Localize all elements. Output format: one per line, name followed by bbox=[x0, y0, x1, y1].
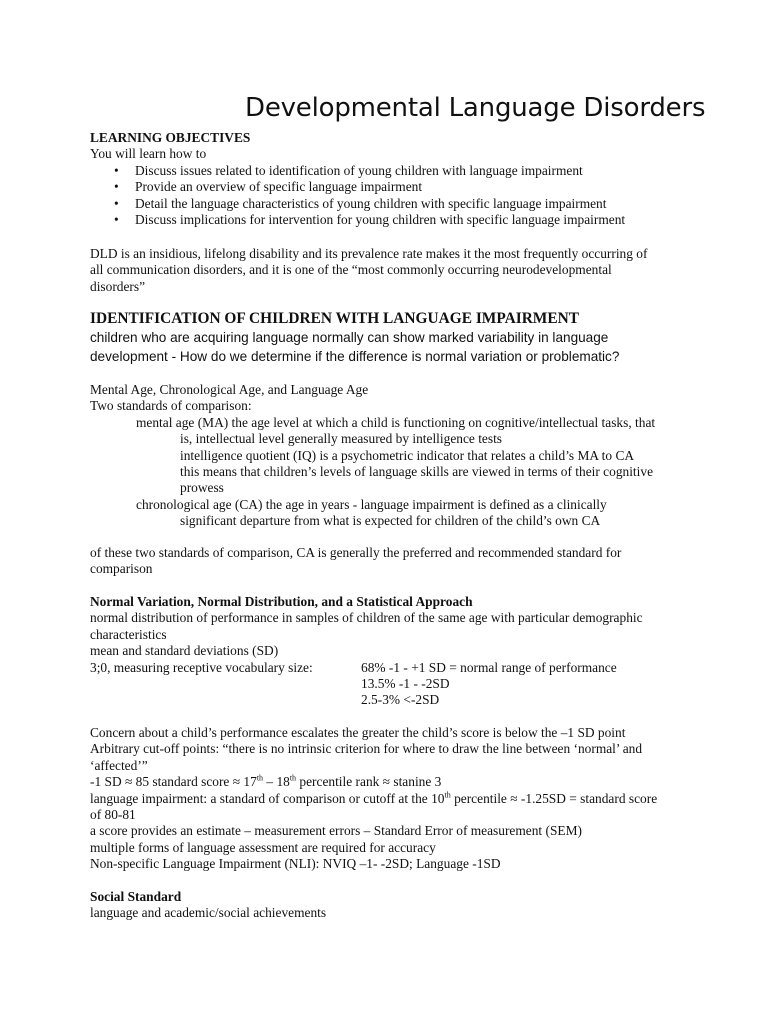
objectives-list bbox=[90, 163, 690, 229]
list-item: • Provide an overview of specific language impairment bbox=[114, 179, 423, 195]
bullet-icon: • bbox=[114, 179, 119, 195]
concern-section: Concern about a child’s performance escalates the greater the child’s score is below the –1 SD point Arbitrary cut-off points: “there is no intrinsic criterion for where to draw the line between ‘normal’ and ‘affected’” -1 SD ≈ 85 standard score ≈ 17th – 18th percentile rank ≈ stanine 3 language impairment: a standard of comparison or cutoff at the 10th percentile ≈ -1.25SD = standard score of 80-81 a score provides an estimate – measurement errors – Standard Error of measurement (SEM) multiple forms of language assessment are required for accuracy Non-specific Language Impairment (NLI): NVIQ –1- -2SD; Language -1SD bbox=[90, 725, 690, 873]
social-heading: Social Standard bbox=[90, 889, 182, 904]
normal-variation-heading: Normal Variation, Normal Distribution, and a Statistical Approach bbox=[90, 594, 473, 609]
bullet-icon: • bbox=[114, 162, 119, 178]
vocabulary-row: 3;0, measuring receptive vocabulary size: 68% -1 - +1 SD = normal range of performance bbox=[90, 659, 617, 675]
bullet-icon: • bbox=[114, 195, 119, 211]
sd-line: -1 SD ≈ 85 standard score ≈ 17th – 18th percentile rank ≈ stanine 3 bbox=[90, 773, 442, 790]
list-item: • Discuss implications for intervention for young children with specific language impairment bbox=[114, 212, 626, 228]
objectives-heading: LEARNING OBJECTIVES bbox=[90, 130, 251, 145]
identification-heading: IDENTIFICATION OF CHILDREN WITH LANGUAGE IMPAIRMENT bbox=[90, 310, 579, 327]
cutoff-line: language impairment: a standard of comparison or cutoff at the 10th percentile ≈ -1.25SD = standard score bbox=[90, 790, 658, 806]
list-item: • Detail the language characteristics of young children with specific language impairment bbox=[114, 195, 607, 211]
social-standard-section: Social Standard language and academic/social achievements bbox=[90, 889, 690, 922]
list-item: • Discuss issues related to identification of young children with language impairment bbox=[114, 162, 583, 178]
page-title: Developmental Language Disorders bbox=[245, 93, 706, 123]
objectives-intro: You will learn how to bbox=[90, 146, 207, 162]
comparison-paragraph: of these two standards of comparison, CA is generally the preferred and recommended standard for comparison bbox=[90, 545, 622, 577]
bullet-icon: • bbox=[114, 212, 119, 228]
ages-section: Mental Age, Chronological Age, and Language Age Two standards of comparison: mental age (MA) the age level at which a child is functioning on cognitive/intellectual tasks, that is, intellectual level generally measured by intelligence tests intelligence quotient (IQ) is a psychometric indicator that relates a child’s MA to CA this means that children’s levels of language skills are viewed in terms of their cognitive prowess chronological age (CA) the age in years - language impairment is defined as a clinically significant departure from what is expected for children of the child’s own CA bbox=[90, 382, 656, 529]
normal-variation-section: Normal Variation, Normal Distribution, and a Statistical Approach normal distribution of performance in samples of children of the same age with particular demographic characteristics mean and standard deviations (SD) 3;0, measuring receptive vocabulary size: 68% -1 - +1 SD = normal range of performance 13.5% -1 - -2SD 2.5-3% <-2SD bbox=[90, 594, 690, 709]
dld-paragraph: DLD is an insidious, lifelong disability and its prevalence rate makes it the most frequently occurring of all communication disorders, and it is one of the “most commonly occurring neurodevelopmental disorders” bbox=[90, 246, 648, 294]
learning-objectives-section bbox=[90, 130, 690, 228]
identification-section: IDENTIFICATION OF CHILDREN WITH LANGUAGE IMPAIRMENT children who are acquiring language normally can show marked variability in language development - How do we determine if the difference is normal variation or problematic? bbox=[90, 310, 690, 366]
